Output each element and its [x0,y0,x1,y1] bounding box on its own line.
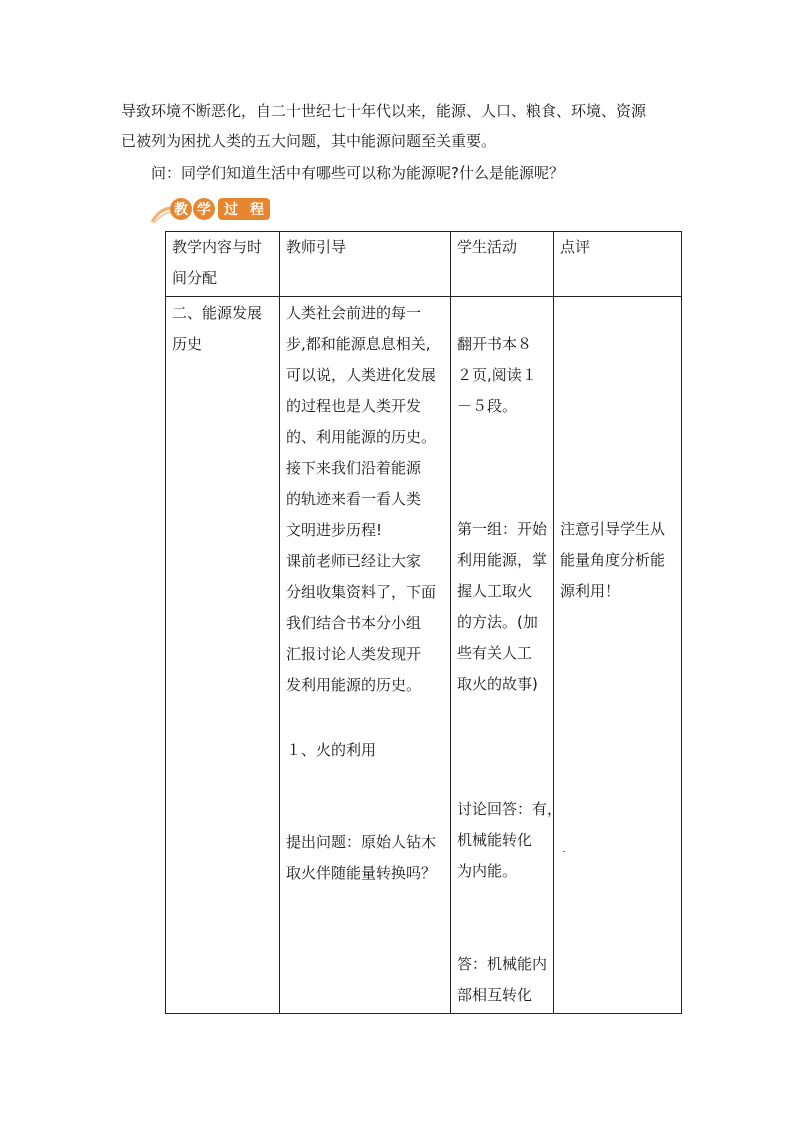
teacher-line: 取火伴随能量转换吗？ [286,864,437,882]
student-line: 第一组：开始 [457,520,548,538]
question-paragraph: 问：同学们知道生活中有哪些可以称为能源呢?什么是能源呢？ [151,164,564,182]
content-cell [166,297,280,1014]
teacher-line: 汇报讨论人类发现开 [286,645,422,663]
student-line: 利用能源，掌 [457,551,548,569]
table-row [166,297,682,1014]
header-text: 教学内容与时 [172,238,263,256]
student-line: 答：机械能内 [457,955,548,973]
header-text: 点评 [560,238,591,256]
student-line: 的方法。(加 [457,613,538,631]
student-line: 取火的故事) [457,675,538,693]
teacher-line: 人类社会前进的每一 [286,304,422,322]
banner-char-4: 程 [244,198,270,220]
stray-mark [563,851,565,852]
banner-char-2: 学 [193,198,215,220]
intro-paragraph-line-2: 已被列为困扰人类的五大问题，其中能源问题至关重要。 [121,132,497,150]
teacher-line: 接下来我们沿着能源 [286,459,422,477]
student-line: 讨论回答：有， [457,800,563,818]
student-line: 部相互转化 [457,986,533,1004]
teacher-line: 分组收集资料了，下面 [286,583,437,601]
teacher-line: １、火的利用 [286,741,377,759]
student-line: 些有关人工 [457,644,533,662]
teaching-process-table [165,231,682,1014]
comment-line: 能量角度分析能 [560,551,666,569]
teacher-line: 我们结合书本分小组 [286,614,422,632]
teacher-line: 步,都和能源息息相关, [286,335,431,353]
teacher-line: 的过程也是人类开发 [286,397,422,415]
teacher-line: 提出问题：原始人钻木 [286,833,437,851]
comment-line: 注意引导学生从 [560,520,666,538]
student-line: 握人工取火 [457,582,533,600]
comment-line: 源利用！ [560,582,621,600]
student-line: 为内能。 [457,862,518,880]
student-line: 机械能转化 [457,831,533,849]
content-line: 二、能源发展 [172,304,263,322]
teacher-line: 的、利用能源的历史。 [286,428,437,446]
header-cell-teacher-guide [280,232,451,297]
header-cell-content-time [166,232,280,297]
teacher-guide-cell [280,297,451,1014]
teacher-line: 发利用能源的历史。 [286,676,422,694]
teacher-line: 文明进步历程! [286,521,383,539]
content-line: 历史 [172,335,203,353]
student-line: 翻开书本８ [457,335,533,353]
banner-char-1: 教 [170,198,192,220]
intro-paragraph-line-1: 导致环境不断恶化，自二十世纪七十年代以来，能源、人口、粮食、环境、资源 [121,102,647,120]
header-text: 教师引导 [286,238,347,256]
comment-cell [554,297,682,1014]
table-header-row [166,232,682,297]
teacher-line: 课前老师已经让大家 [286,552,422,570]
student-line: －５段。 [457,397,518,415]
header-cell-comment [554,232,682,297]
header-text: 间分配 [172,269,218,287]
banner-char-3: 过 [218,198,244,220]
header-cell-student-activity [451,232,554,297]
section-banner-title [170,198,270,220]
header-text: 学生活动 [457,238,518,256]
student-activity-cell [451,297,563,1014]
teacher-line: 可以说，人类进化发展 [286,366,437,384]
student-line: ２页,阅读１ [457,366,537,384]
teacher-line: 的轨迹来看一看人类 [286,490,422,508]
